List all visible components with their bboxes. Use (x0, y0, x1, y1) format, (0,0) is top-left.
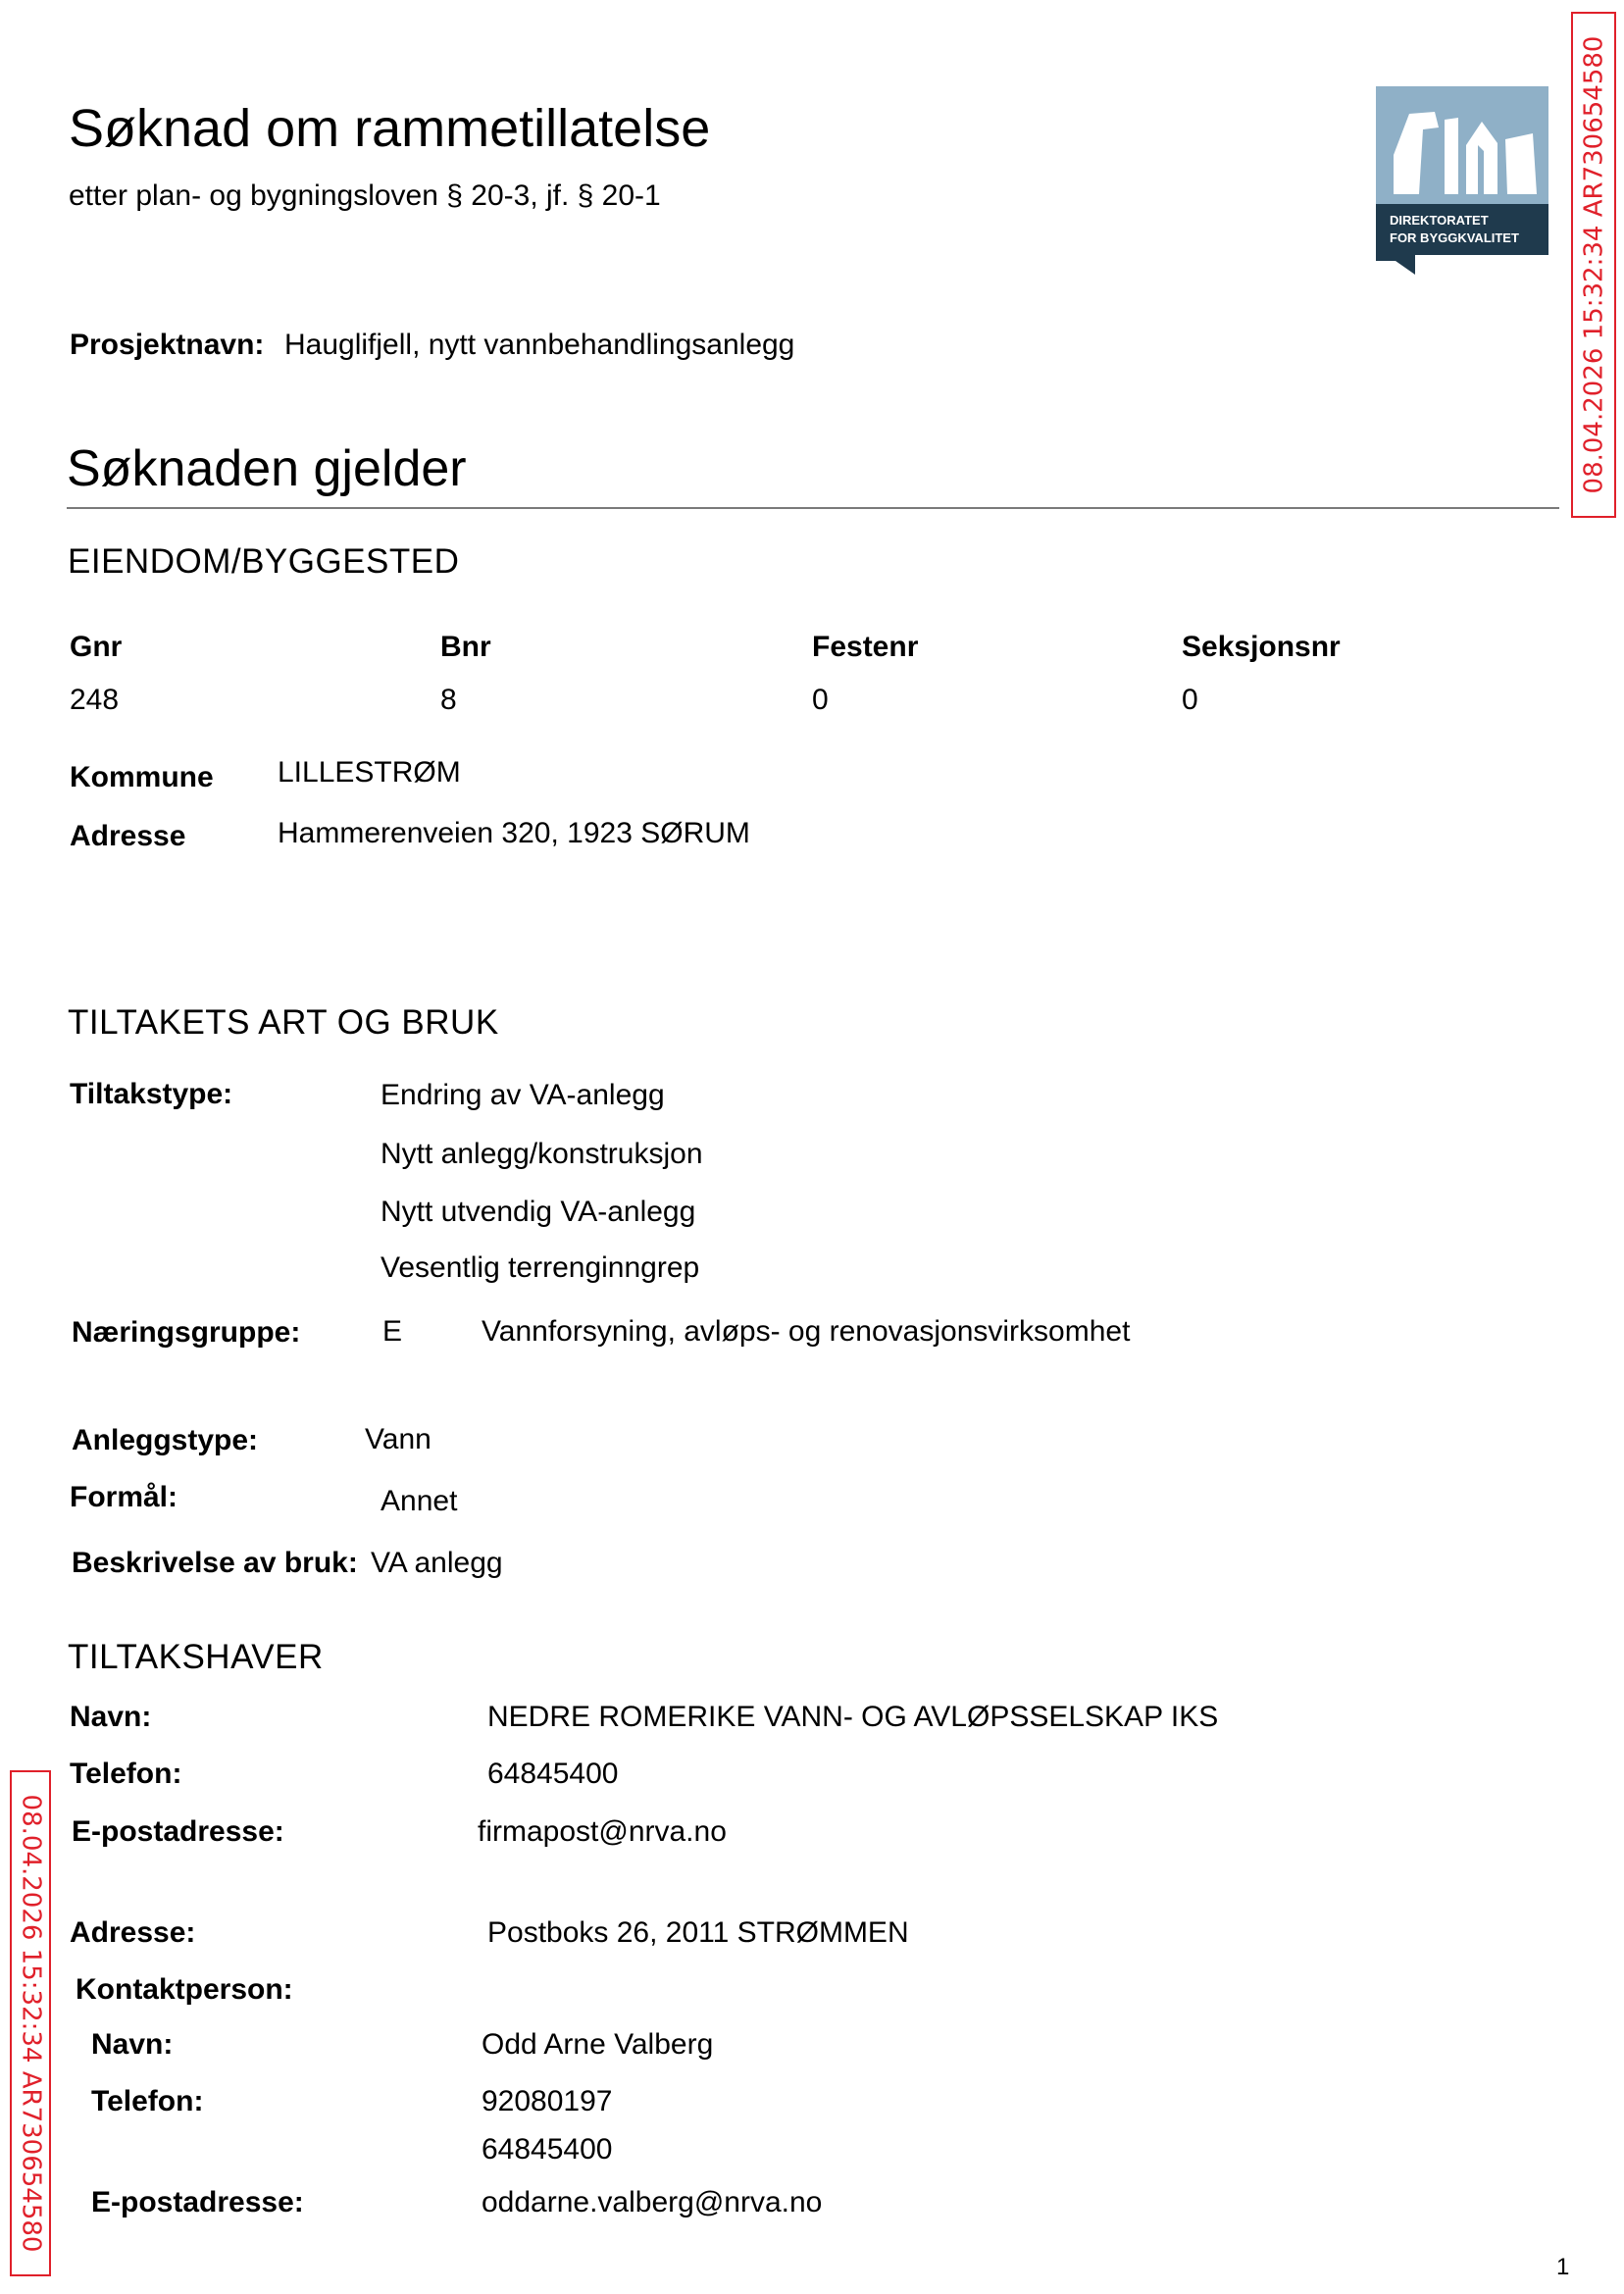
industry-label: Næringsgruppe: (72, 1316, 301, 1349)
section-heading: Søknaden gjelder (67, 440, 467, 497)
seksjonsnr-value: 0 (1182, 684, 1198, 716)
adresse-value: Hammerenveien 320, 1923 SØRUM (278, 817, 750, 849)
usage-value: VA anlegg (371, 1547, 503, 1579)
contact-phone-value: 92080197 (482, 2085, 613, 2117)
kommune-label: Kommune (70, 761, 214, 793)
industry-code: E (382, 1315, 403, 1348)
measure-type-item: Endring av VA-anlegg (381, 1079, 665, 1111)
measure-heading: TILTAKETS ART OG BRUK (68, 1003, 499, 1042)
gnr-value: 248 (70, 684, 120, 716)
owner-name-label: Navn: (70, 1701, 152, 1733)
contact-email-label: E-postadresse: (91, 2186, 304, 2218)
facility-label: Anleggstype: (72, 1424, 259, 1456)
festenr-value: 0 (812, 684, 829, 716)
owner-heading: TILTAKSHAVER (68, 1638, 324, 1676)
project-value: Hauglifjell, nytt vannbehandlingsanlegg (284, 329, 795, 361)
contact-email-value: oddarne.valberg@nrva.no (482, 2186, 823, 2218)
adresse-label: Adresse (70, 820, 186, 852)
owner-address-label: Adresse: (70, 1916, 196, 1949)
owner-phone-label: Telefon: (70, 1758, 182, 1790)
stamp-right-text: 08.04.2026 15:32:34 AR730654580 (1579, 35, 1608, 494)
contact-name-value: Odd Arne Valberg (482, 2028, 714, 2061)
measure-type-item: Nytt utvendig VA-anlegg (381, 1196, 696, 1228)
project-label: Prosjektnavn: (70, 329, 265, 361)
measure-type-label: Tiltakstype: (70, 1078, 233, 1110)
owner-phone-value: 64845400 (487, 1758, 619, 1790)
contact-heading: Kontaktperson: (76, 1973, 293, 2006)
heading-rule (67, 507, 1559, 509)
stamp-left (10, 1770, 51, 2276)
seksjonsnr-label: Seksjonsnr (1182, 631, 1341, 663)
kommune-value: LILLESTRØM (278, 756, 461, 789)
logo-text-line1: DIREKTORATET (1390, 213, 1489, 228)
document-title: Søknad om rammetillatelse (69, 99, 711, 158)
owner-name-value: NEDRE ROMERIKE VANN- OG AVLØPSSELSKAP IKS (487, 1701, 1219, 1733)
gnr-label: Gnr (70, 631, 123, 663)
stamp-left-text: 08.04.2026 15:32:34 AR730654580 (16, 1794, 45, 2253)
page-number: 1 (1556, 2254, 1570, 2280)
logo-text-line2: FOR BYGGKVALITET (1390, 230, 1519, 245)
dibk-logo (1376, 86, 1548, 275)
purpose-label: Formål: (70, 1481, 178, 1513)
festenr-label: Festenr (812, 631, 919, 663)
bnr-value: 8 (440, 684, 457, 716)
contact-phone-label: Telefon: (91, 2085, 204, 2117)
owner-address-value: Postboks 26, 2011 STRØMMEN (487, 1916, 909, 1949)
stamp-right (1571, 12, 1616, 518)
bnr-label: Bnr (440, 631, 491, 663)
owner-email-value: firmapost@nrva.no (478, 1815, 727, 1848)
owner-email-label: E-postadresse: (72, 1815, 284, 1848)
measure-type-item: Vesentlig terrenginngrep (381, 1251, 700, 1284)
property-heading: EIENDOM/BYGGESTED (68, 542, 460, 581)
contact-phone-value-2: 64845400 (482, 2133, 613, 2166)
usage-label: Beskrivelse av bruk: (72, 1547, 358, 1579)
document-subtitle: etter plan- og bygningsloven § 20-3, jf. § 20-1 (69, 179, 661, 212)
industry-name: Vannforsyning, avløps- og renovasjonsvirksomhet (482, 1315, 1131, 1348)
contact-name-label: Navn: (91, 2028, 174, 2061)
purpose-value: Annet (381, 1485, 458, 1517)
facility-value: Vann (365, 1423, 431, 1455)
measure-type-item: Nytt anlegg/konstruksjon (381, 1138, 703, 1170)
